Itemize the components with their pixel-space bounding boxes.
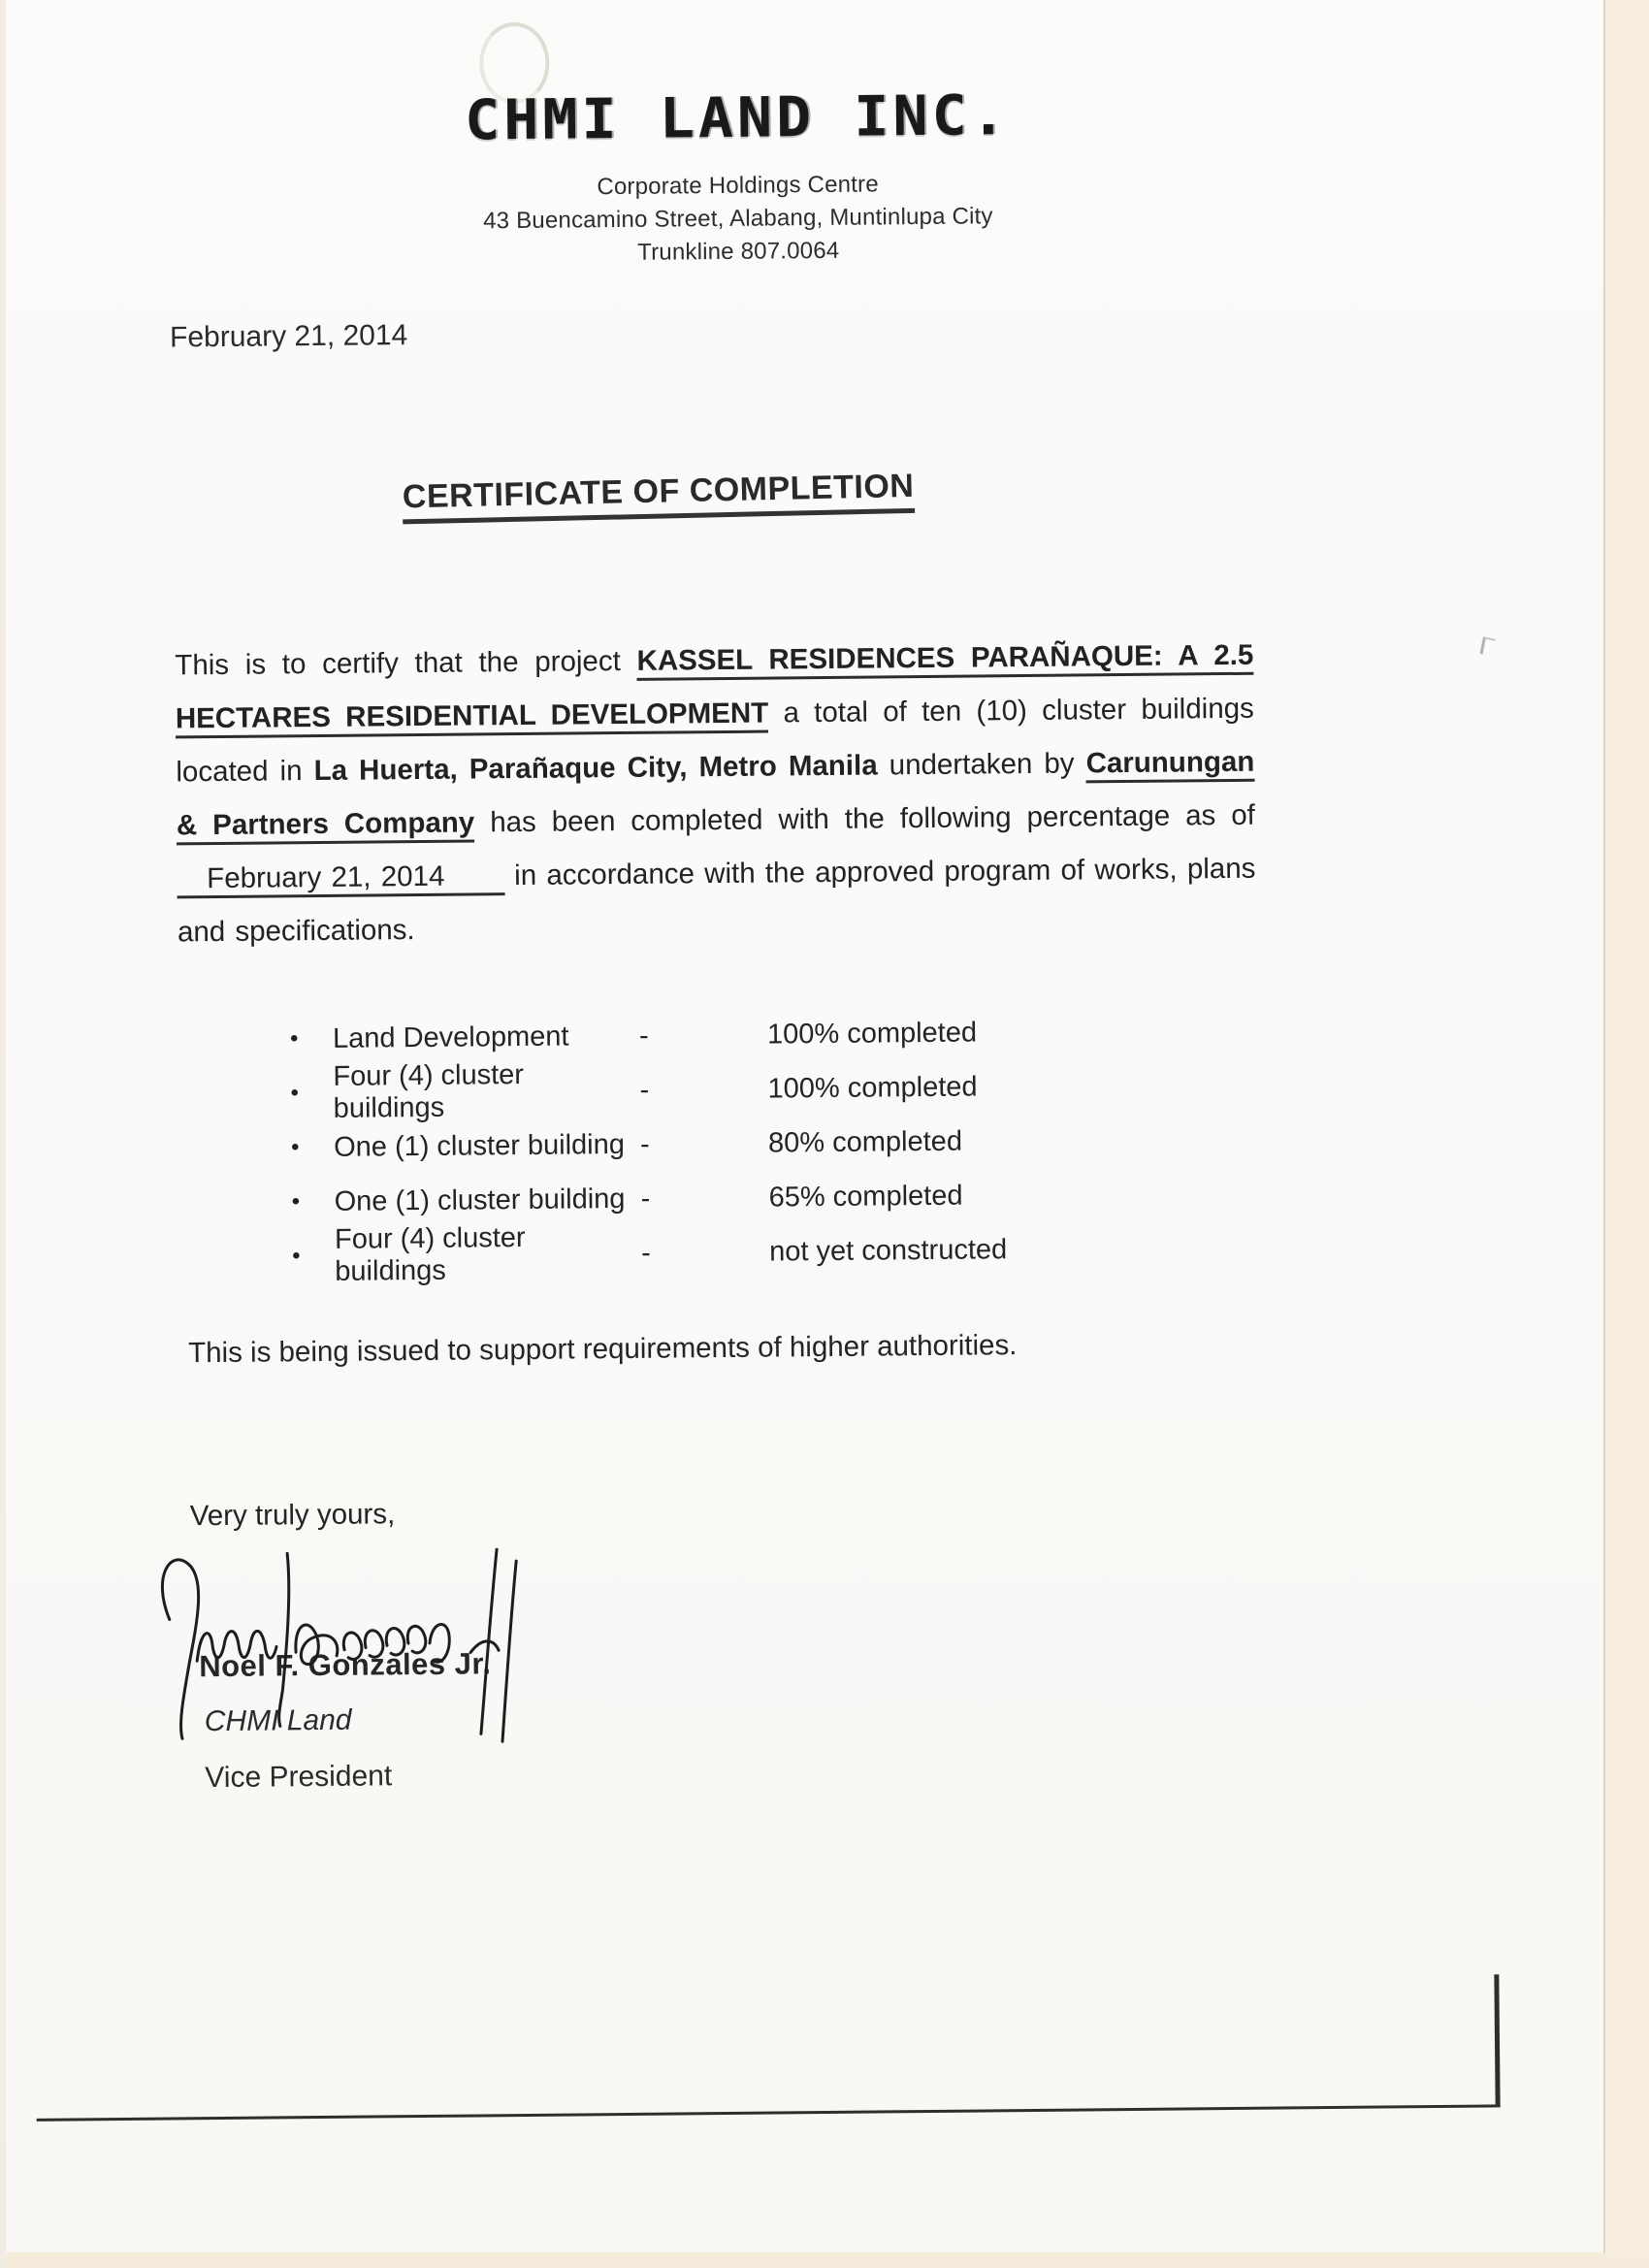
- address-line-2: 43 Buencamino Street, Alabang, Muntinlupa City: [483, 203, 993, 235]
- page-corner-line-horizontal: [37, 2104, 1501, 2121]
- document-title-text: CERTIFICATE OF COMPLETION: [403, 468, 915, 524]
- body-segment: February 21, 2014: [177, 859, 504, 898]
- scanner-edge-right: [1603, 0, 1649, 2268]
- address-line-3: Trunkline 807.0064: [637, 237, 840, 266]
- body-segment: Carunungan & Partners Company: [177, 746, 1255, 846]
- page-corner-line-vertical: [1494, 1974, 1500, 2106]
- completion-row: [290, 1058, 1124, 1124]
- scanner-edge-left: [0, 0, 6, 2268]
- date-line: February 21, 2014: [169, 319, 408, 354]
- scanner-edge-bottom: [0, 2252, 1649, 2268]
- bullet-icon: •: [289, 1025, 299, 1053]
- body-segment: undertaken by: [877, 747, 1086, 782]
- body-segment: This is to certify that the project: [175, 644, 637, 682]
- scan-artifact-mark: [1480, 636, 1496, 656]
- item-label: Land Development: [332, 1021, 569, 1054]
- completion-row: [292, 1221, 1126, 1287]
- item-separator: -: [639, 1074, 650, 1106]
- item-status: not yet constructed: [769, 1233, 1008, 1268]
- bullet-icon: •: [290, 1134, 300, 1161]
- item-status: 100% completed: [767, 1070, 978, 1105]
- body-paragraph: [175, 629, 1256, 959]
- body-segment: a total of ten (10) cluster buildings located in: [176, 692, 1254, 789]
- company-logo: CHMI LAND INC.: [464, 82, 1011, 153]
- address-line-1: Corporate Holdings Centre: [597, 171, 879, 201]
- item-label: One (1) cluster building: [334, 1183, 626, 1217]
- item-separator: -: [639, 1128, 650, 1160]
- document-title: [381, 467, 935, 516]
- bullet-icon: •: [290, 1080, 300, 1107]
- item-label: Four (4) cluster buildings: [334, 1221, 526, 1287]
- signatory-title: Vice President: [205, 1760, 393, 1795]
- item-status: 80% completed: [767, 1125, 963, 1159]
- signature: [140, 1534, 561, 1768]
- body-segment: in accordance with the approved program of works, plans and specifications.: [177, 852, 1256, 949]
- body-segment: has been completed with the following percentage as of: [474, 798, 1256, 839]
- signatory-company: CHMI Land: [204, 1703, 352, 1738]
- bullet-icon: •: [292, 1243, 301, 1270]
- body-segment: La Huerta, Parañaque City, Metro Manila: [313, 749, 878, 788]
- company-address: [398, 166, 1078, 272]
- item-label: One (1) cluster building: [333, 1128, 626, 1163]
- item-separator: -: [638, 1020, 649, 1052]
- item-separator: -: [641, 1237, 651, 1269]
- bullet-icon: •: [291, 1188, 301, 1215]
- item-separator: -: [640, 1183, 651, 1215]
- valediction: Very truly yours,: [189, 1498, 396, 1533]
- item-label: Four (4) cluster buildings: [333, 1058, 525, 1124]
- item-status: 65% completed: [768, 1180, 963, 1214]
- item-status: 100% completed: [766, 1016, 978, 1051]
- signatory-name: Noel F. Gonzales Jr.: [199, 1646, 492, 1684]
- completion-row: [290, 1004, 1124, 1066]
- closing-note: This is being issued to support requirements of higher authorities.: [187, 1329, 1018, 1370]
- body-segment: KASSEL RESIDENCES PARAÑAQUE: A 2.5 HECTARES RESIDENTIAL DEVELOPMENT: [176, 639, 1254, 739]
- completion-row: [291, 1167, 1125, 1229]
- completion-list: [289, 1004, 1127, 1287]
